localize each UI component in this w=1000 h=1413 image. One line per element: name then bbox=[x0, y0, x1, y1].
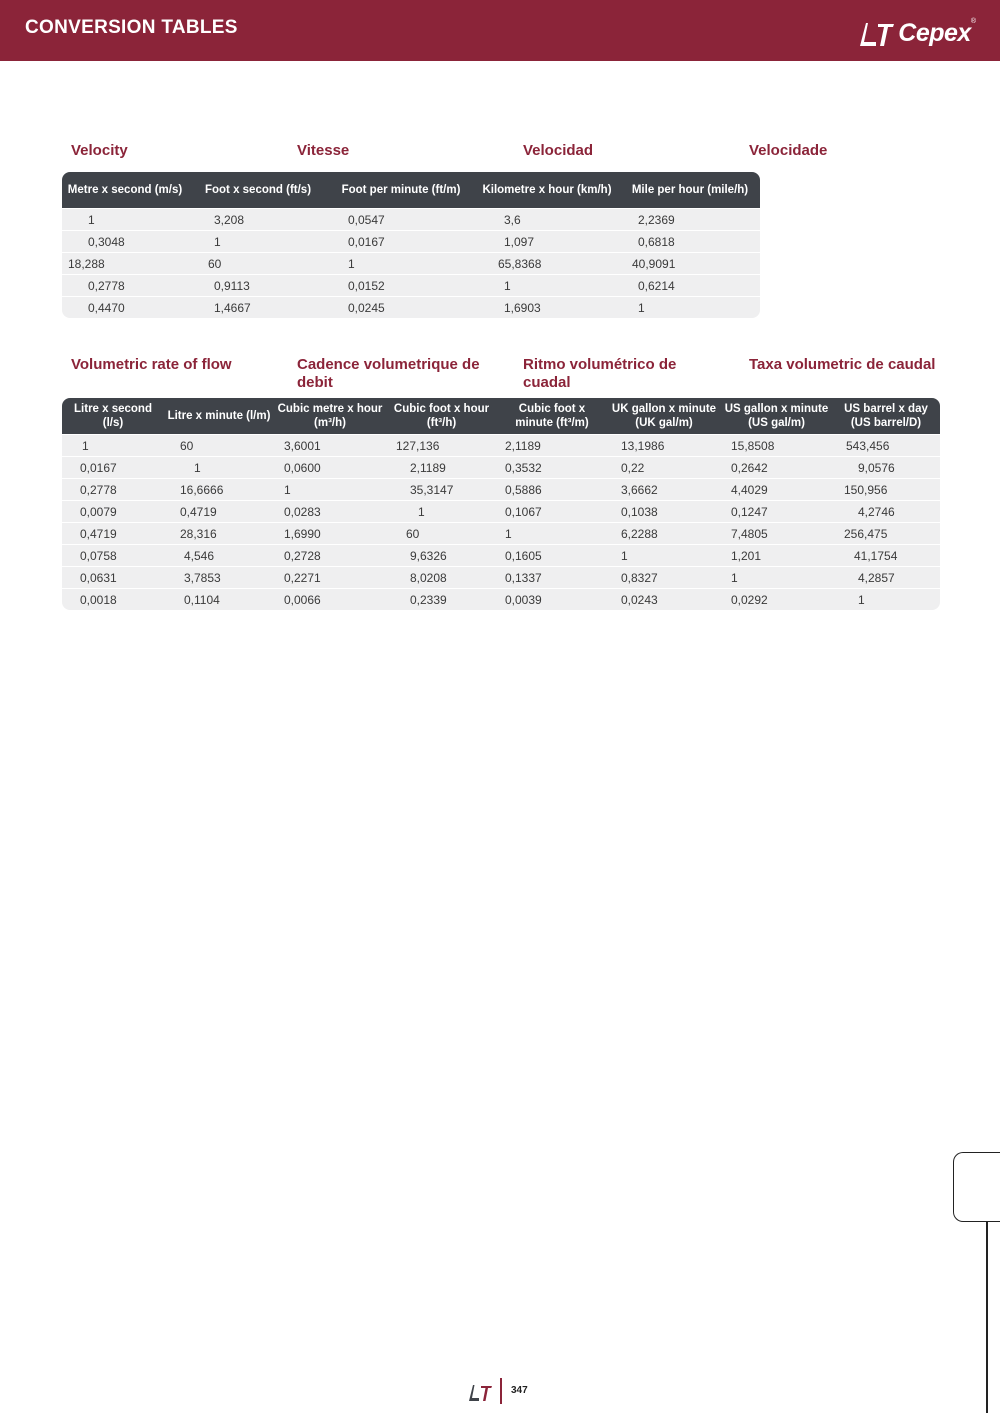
cepex-mark-icon bbox=[468, 1382, 494, 1402]
flow-table-cell: 0,4719 bbox=[164, 501, 274, 523]
velocity-table-cell: 0,0547 bbox=[328, 209, 474, 231]
velocity-table-cell: 18,288 bbox=[62, 253, 188, 275]
cepex-mark-icon bbox=[858, 18, 896, 48]
velocity-table-row bbox=[62, 275, 760, 297]
flow-table-cell: 4,2857 bbox=[832, 567, 940, 589]
flow-table-cell: 0,1104 bbox=[164, 589, 274, 611]
velocity-table-cell: 3,208 bbox=[188, 209, 328, 231]
flow-table-cell: 1 bbox=[62, 435, 164, 457]
velocity-table-cell: 0,6214 bbox=[620, 275, 760, 297]
flow-table-cell: 0,8327 bbox=[607, 567, 721, 589]
flow-table-cell: 1 bbox=[832, 589, 940, 611]
flow-column-header: Litre x second (l/s) bbox=[62, 398, 164, 435]
flow-table-cell: 1 bbox=[164, 457, 274, 479]
velocity-table-cell: 3,6 bbox=[474, 209, 620, 231]
flow-table-cell: 60 bbox=[386, 523, 497, 545]
footer-separator bbox=[500, 1378, 502, 1404]
flow-table-cell: 4,4029 bbox=[721, 479, 832, 501]
velocity-table-row bbox=[62, 209, 760, 231]
flow-table-cell: 0,0018 bbox=[62, 589, 164, 611]
flow-table-cell: 6,2288 bbox=[607, 523, 721, 545]
flow-table-row bbox=[62, 435, 940, 457]
flow-table-cell: 28,316 bbox=[164, 523, 274, 545]
velocity-table bbox=[62, 172, 760, 318]
flow-table-cell: 15,8508 bbox=[721, 435, 832, 457]
velocity-table-cell: 40,9091 bbox=[620, 253, 760, 275]
velocity-table-cell: 1 bbox=[62, 209, 188, 231]
velocity-table-cell: 0,4470 bbox=[62, 297, 188, 319]
flow-table-cell: 60 bbox=[164, 435, 274, 457]
flow-table-cell: 0,0079 bbox=[62, 501, 164, 523]
flow-table-cell: 13,1986 bbox=[607, 435, 721, 457]
flow-table-cell: 0,0600 bbox=[274, 457, 386, 479]
flow-table-cell: 7,4805 bbox=[721, 523, 832, 545]
flow-table-cell: 0,2271 bbox=[274, 567, 386, 589]
velocity-table-row bbox=[62, 231, 760, 253]
velocity-table-cell: 0,3048 bbox=[62, 231, 188, 253]
flow-column-header: Cubic foot x minute (ft³/m) bbox=[497, 398, 607, 435]
velocity-table-cell: 60 bbox=[188, 253, 328, 275]
brand-logo bbox=[858, 16, 976, 50]
flow-table-cell: 0,0066 bbox=[274, 589, 386, 611]
velocity-column-header: Foot x second (ft/s) bbox=[188, 172, 328, 209]
flow-table-cell: 0,2339 bbox=[386, 589, 497, 611]
flow-table-cell: 0,22 bbox=[607, 457, 721, 479]
flow-table-cell: 3,7853 bbox=[164, 567, 274, 589]
flow-title: Ritmo volumétrico de cuadal bbox=[523, 356, 677, 391]
flow-table-row bbox=[62, 567, 940, 589]
flow-table-cell: 543,456 bbox=[832, 435, 940, 457]
velocity-table-row bbox=[62, 253, 760, 275]
chapter-tab bbox=[953, 1152, 1000, 1222]
velocity-table-cell: 0,2778 bbox=[62, 275, 188, 297]
flow-table-cell: 0,2728 bbox=[274, 545, 386, 567]
velocity-table-cell: 0,9113 bbox=[188, 275, 328, 297]
page-title: CONVERSION TABLES bbox=[25, 17, 238, 38]
velocity-section bbox=[62, 142, 828, 318]
flow-table-cell: 0,0243 bbox=[607, 589, 721, 611]
flow-table-row bbox=[62, 523, 940, 545]
velocity-title: Velocity bbox=[71, 142, 128, 159]
velocity-title: Velocidade bbox=[749, 142, 828, 159]
flow-table-cell: 0,1067 bbox=[497, 501, 607, 523]
flow-table-cell: 2,1189 bbox=[497, 435, 607, 457]
flow-column-header: UK gallon x minute (UK gal/m) bbox=[607, 398, 721, 435]
flow-table-cell: 1 bbox=[497, 523, 607, 545]
flow-table-cell: 9,0576 bbox=[832, 457, 940, 479]
flow-column-header: US gallon x minute (US gal/m) bbox=[721, 398, 832, 435]
flow-table-row bbox=[62, 457, 940, 479]
velocity-table-cell: 1 bbox=[188, 231, 328, 253]
flow-table-cell: 1,201 bbox=[721, 545, 832, 567]
velocity-table-row bbox=[62, 297, 760, 319]
flow-table-cell: 0,1247 bbox=[721, 501, 832, 523]
velocity-table-cell: 1 bbox=[474, 275, 620, 297]
flow-table-cell: 1 bbox=[607, 545, 721, 567]
page-header bbox=[0, 0, 1000, 61]
velocity-title: Velocidad bbox=[523, 142, 594, 159]
page-number: 347 bbox=[511, 1385, 528, 1396]
flow-table-cell: 256,475 bbox=[832, 523, 940, 545]
velocity-column-header: Metre x second (m/s) bbox=[62, 172, 188, 209]
flow-table-cell: 1 bbox=[721, 567, 832, 589]
flow-table-cell: 4,546 bbox=[164, 545, 274, 567]
flow-table-cell: 9,6326 bbox=[386, 545, 497, 567]
flow-table-cell: 0,0283 bbox=[274, 501, 386, 523]
registered-mark: ® bbox=[970, 18, 976, 25]
flow-title: Volumetric rate of flow bbox=[71, 356, 232, 373]
velocity-table-cell: 0,0167 bbox=[328, 231, 474, 253]
flow-table-cell: 3,6001 bbox=[274, 435, 386, 457]
flow-table-cell: 0,2778 bbox=[62, 479, 164, 501]
flow-table-cell: 1 bbox=[386, 501, 497, 523]
flow-table-cell: 0,0758 bbox=[62, 545, 164, 567]
flow-table-cell: 0,1038 bbox=[607, 501, 721, 523]
flow-table-cell: 0,3532 bbox=[497, 457, 607, 479]
flow-table-row bbox=[62, 501, 940, 523]
flow-table-cell: 0,5886 bbox=[497, 479, 607, 501]
flow-section bbox=[62, 356, 940, 610]
flow-table-cell: 41,1754 bbox=[832, 545, 940, 567]
flow-table bbox=[62, 398, 940, 610]
velocity-table-cell: 65,8368 bbox=[474, 253, 620, 275]
flow-titles bbox=[62, 356, 940, 398]
velocity-table-cell: 0,0152 bbox=[328, 275, 474, 297]
flow-table-row bbox=[62, 479, 940, 501]
velocity-table-cell: 1 bbox=[328, 253, 474, 275]
flow-title: Cadence volumetrique de debit bbox=[297, 356, 480, 391]
flow-table-cell: 35,3147 bbox=[386, 479, 497, 501]
flow-table-cell: 16,6666 bbox=[164, 479, 274, 501]
flow-table-cell: 0,1337 bbox=[497, 567, 607, 589]
flow-column-header: US barrel x day (US barrel/D) bbox=[832, 398, 940, 435]
velocity-table-cell: 1,6903 bbox=[474, 297, 620, 319]
chapter-tab-line bbox=[986, 1221, 988, 1413]
velocity-column-header: Kilometre x hour (km/h) bbox=[474, 172, 620, 209]
velocity-titles bbox=[62, 142, 828, 172]
flow-table-cell: 0,1605 bbox=[497, 545, 607, 567]
flow-table-cell: 3,6662 bbox=[607, 479, 721, 501]
velocity-table-cell: 1,4667 bbox=[188, 297, 328, 319]
flow-table-cell: 4,2746 bbox=[832, 501, 940, 523]
flow-table-cell: 127,136 bbox=[386, 435, 497, 457]
flow-title: Taxa volumetric de caudal bbox=[749, 356, 936, 373]
flow-table-cell: 0,0631 bbox=[62, 567, 164, 589]
brand-name: Cepex bbox=[898, 18, 971, 47]
flow-table-cell: 0,0292 bbox=[721, 589, 832, 611]
velocity-table-cell: 0,0245 bbox=[328, 297, 474, 319]
velocity-column-header: Mile per hour (mile/h) bbox=[620, 172, 760, 209]
flow-column-header: Litre x minute (l/m) bbox=[164, 398, 274, 435]
flow-table-cell: 0,0039 bbox=[497, 589, 607, 611]
flow-table-row bbox=[62, 589, 940, 611]
velocity-table-cell: 2,2369 bbox=[620, 209, 760, 231]
flow-table-row bbox=[62, 545, 940, 567]
flow-table-cell: 1,6990 bbox=[274, 523, 386, 545]
flow-column-header: Cubic foot x hour (ft³/h) bbox=[386, 398, 497, 435]
velocity-table-cell: 1 bbox=[620, 297, 760, 319]
flow-table-cell: 150,956 bbox=[832, 479, 940, 501]
flow-table-cell: 1 bbox=[274, 479, 386, 501]
velocity-table-cell: 1,097 bbox=[474, 231, 620, 253]
flow-table-cell: 0,4719 bbox=[62, 523, 164, 545]
flow-table-cell: 8,0208 bbox=[386, 567, 497, 589]
flow-column-header: Cubic metre x hour (m³/h) bbox=[274, 398, 386, 435]
flow-table-cell: 0,2642 bbox=[721, 457, 832, 479]
flow-table-cell: 2,1189 bbox=[386, 457, 497, 479]
velocity-title: Vitesse bbox=[297, 142, 350, 159]
velocity-table-cell: 0,6818 bbox=[620, 231, 760, 253]
flow-table-cell: 0,0167 bbox=[62, 457, 164, 479]
velocity-column-header: Foot per minute (ft/m) bbox=[328, 172, 474, 209]
